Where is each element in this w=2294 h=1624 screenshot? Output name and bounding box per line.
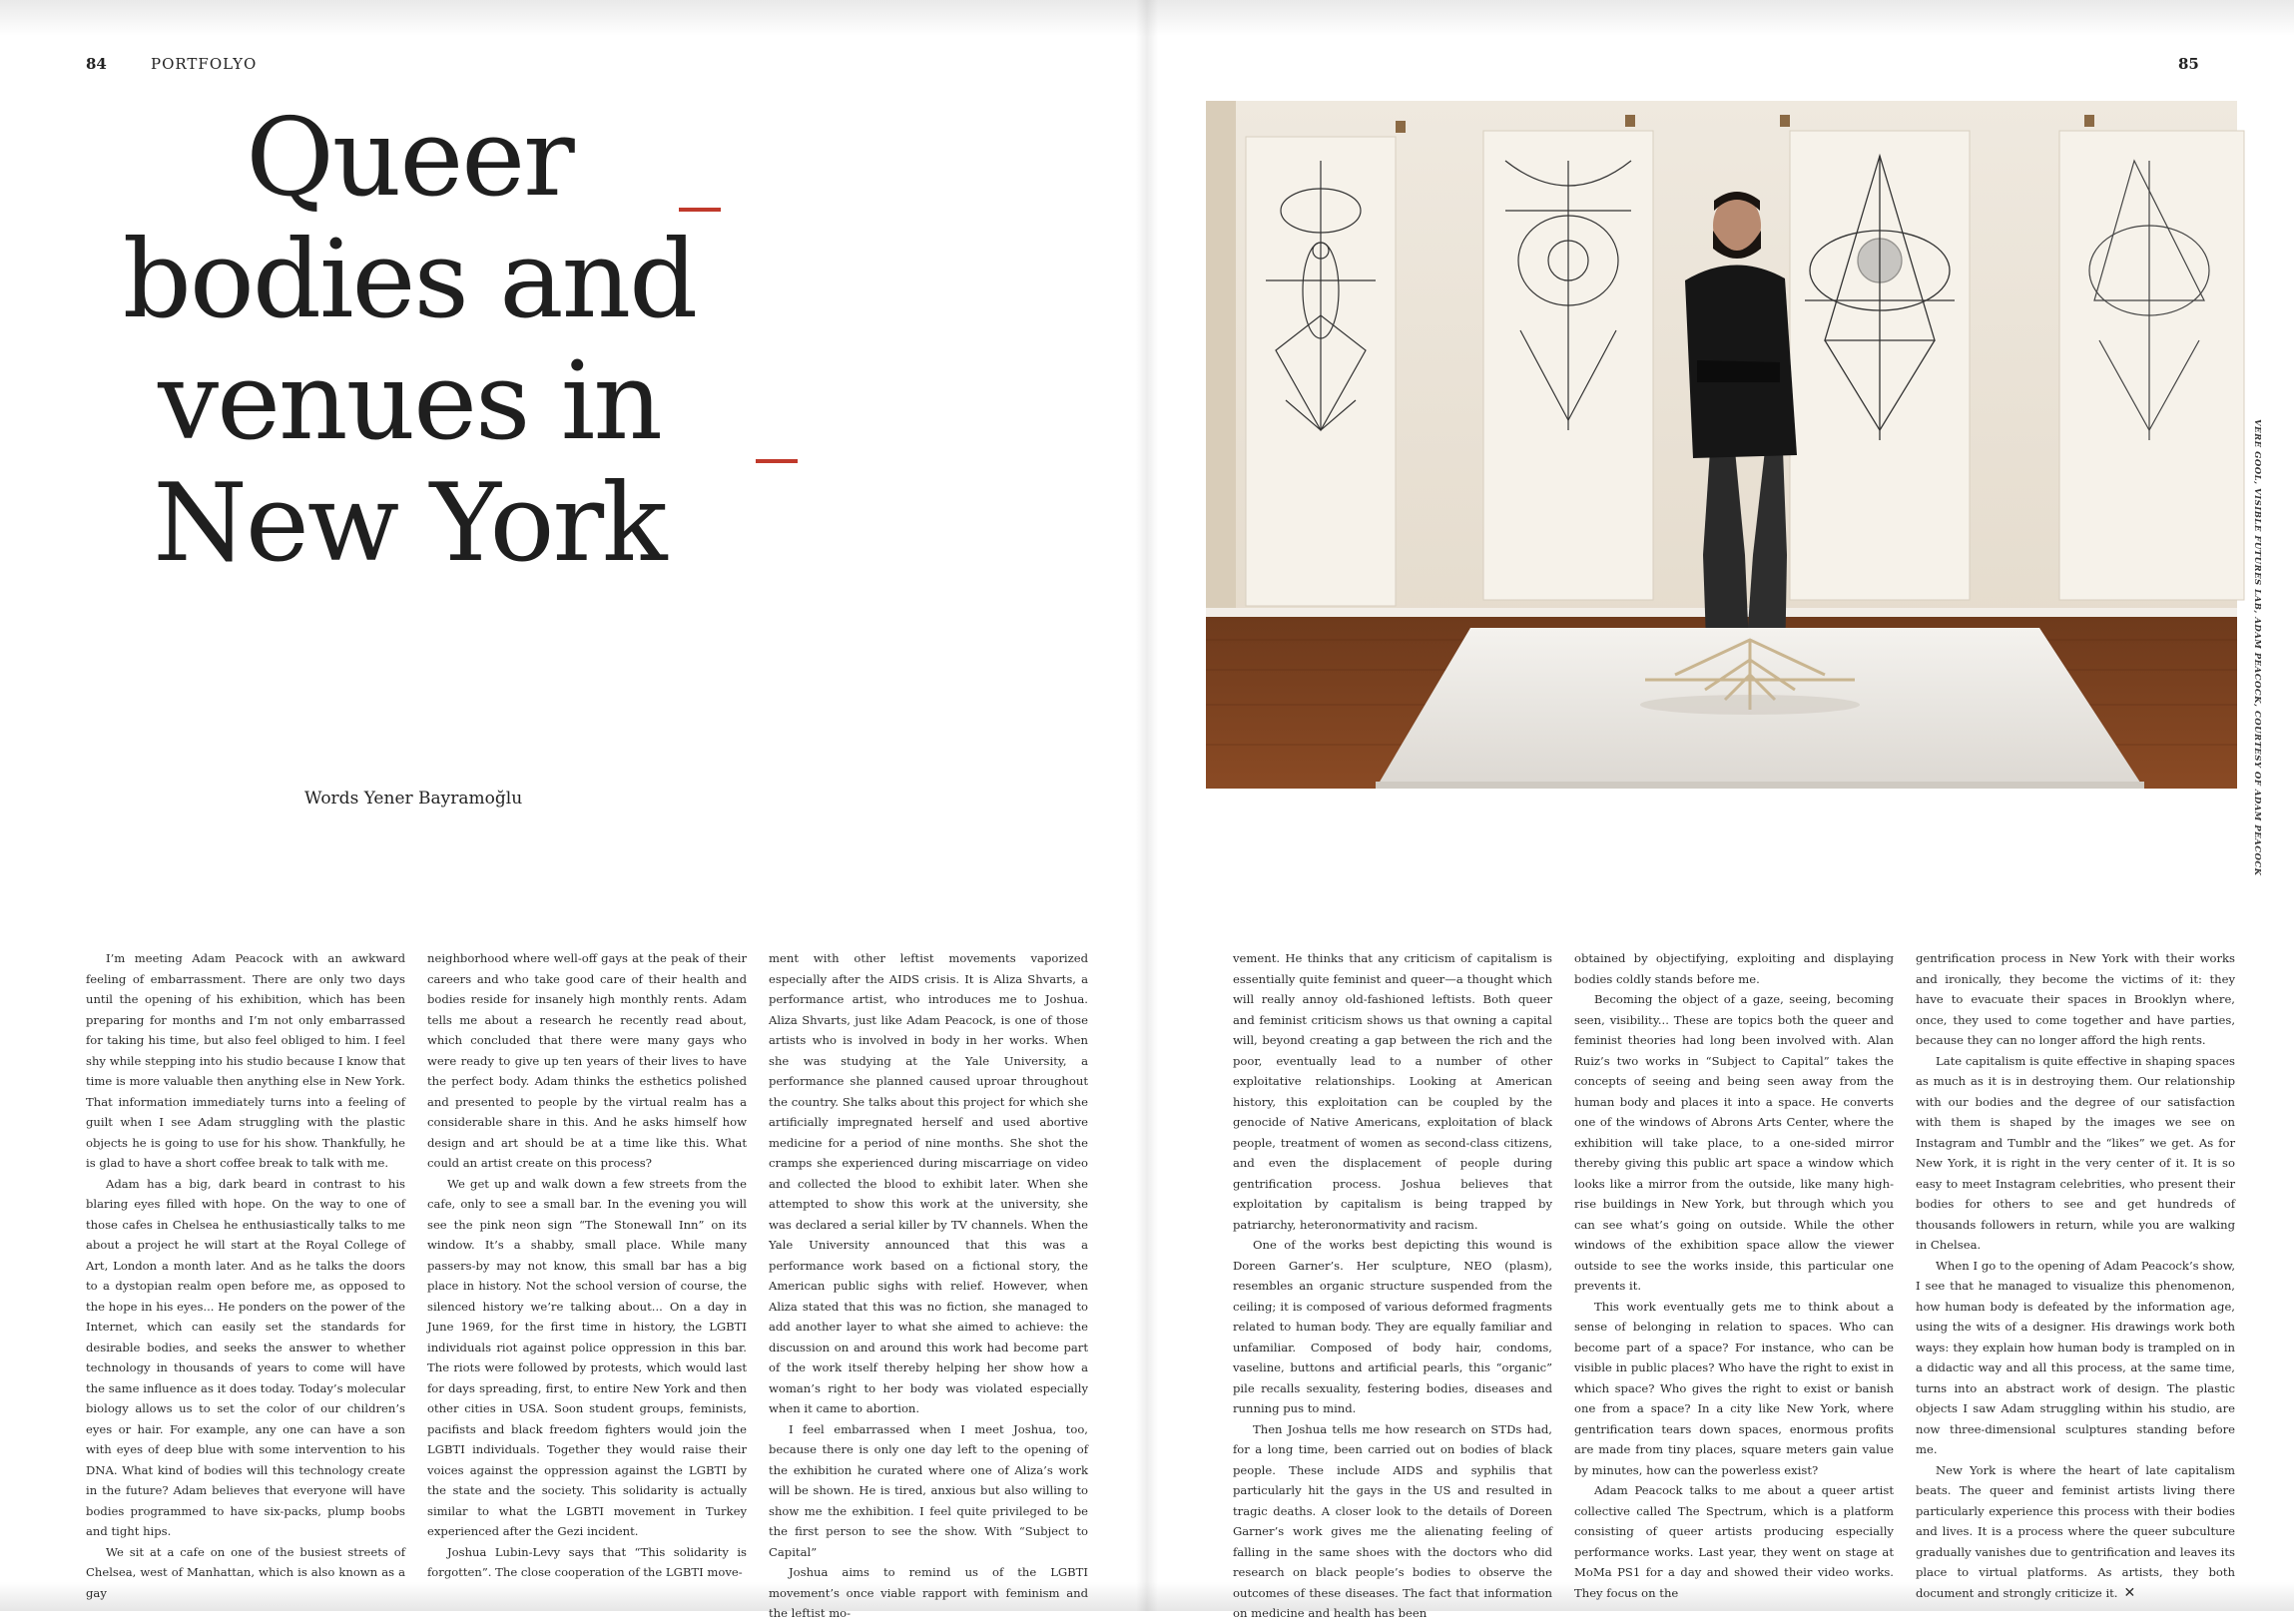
body-paragraph: We get up and walk down a few streets from the cafe, only to see a small bar. In the evening you will see the pink neon sign “The Stonewall Inn” on its window. It’s a shabby, small place. While many passers-by may not know, this small bar has a big place in history. Not the school version of course, the silenced history we’re talking about... On a day in June 1969, for the first time in history, the LGBTI individuals riot against police oppression in this bar. The riots were followed by protests, which would last for days spreading, first, to entire New York and then other cities in USA. Soon student groups, feminists, pacifists and black freedom fighters would join the LGBTI individuals. Together they would raise their voices against the oppression against the LGBTI by the state and the society. This solidarity is actually similar to what the LGBTI movement in Turkey experienced after the Gezi incident.	[427, 1176, 747, 1538]
title-line: Queer	[246, 96, 573, 221]
body-column-5	[1574, 948, 1894, 1600]
body-column-6	[1916, 948, 2235, 1601]
body-paragraph: Adam Peacock talks to me about a queer artist collective called The Spectrum, which is a platform consisting of queer artists producing especially performance works. Last year, they went on stage at MoMa PS1 for a day and showed their video works. They focus on the	[1574, 1483, 1894, 1600]
end-mark-icon: ✕	[2123, 1584, 2136, 1601]
title-line: venues in	[158, 339, 661, 464]
body-paragraph: This work eventually gets me to think about a sense of belonging in relation to spaces. Who can become part of a space? For instance, who can be visible in public places? Who have the right to exist in which space? Who gives the right to exist or banish one from a space? In a city like New York, where gentrification tears down spaces, enormous profits are made from tiny places, square meters gain value by minutes, how can the powerless exist?	[1574, 1299, 1894, 1477]
body-paragraph: vement. He thinks that any criticism of capitalism is essentially quite feminist and queer—a thought which will really annoy old-fashioned leftists. Both queer and feminist criticism shows us that owning a capital will, beyond creating a gap between the rich and the poor, eventually lead to a number of other exploitative relationships. Looking at American history, this exploitation can be coupled by the genocide of Native Americans, exploitation of black people, treatment of women as second-class citizens, and even the displacement of people during gentrification process. Joshua believes that exploitation by capitalism is being trapped by patriarchy, heteronormativity and racism.	[1233, 951, 1552, 1232]
body-paragraph: Becoming the object of a gaze, seeing, becoming seen, visibility... These are topics both the queer and feminist theories had long been involved with. Alan Ruiz’s two works in “Subject to Capital” takes the concepts of seeing and being seen away from the human body and places it into a space. He converts one of the windows of Abrons Arts Center, where the exhibition will take place, to a one-sided mirror thereby giving this public art space a window which looks like a mirror from the outside, like many high-rise buildings in New York, but through which you can see what’s going on outside. While the other windows of the exhibition space allow the viewer outside to see the works inside, this particular one prevents it.	[1574, 992, 1894, 1293]
title-line: bodies and	[122, 218, 697, 342]
body-paragraph: I’m meeting Adam Peacock with an awkward feeling of embarrassment. There are only two days until the opening of his exhibition, which has been preparing for months and I’m not only embarrassed for taking his time, but also feel obliged to him. I feel shy while stepping into his studio because I know that time is more valuable then anything else in New York. That information immediately turns into a feeling of guilt when I see Adam struggling with the plastic objects he is going to use for his show. Thankfully, he is glad to have a short coffee break to talk with me.	[86, 951, 405, 1170]
title-accent-dash	[679, 208, 721, 212]
body-paragraph: obtained by objectifying, exploiting and displaying bodies coldly stands before me.	[1574, 951, 1894, 986]
photo-credit: VERE GOOL, VISIBLE FUTURES LAB, ADAM PEACOCK, COURTESY OF ADAM PEACOCK	[2252, 419, 2262, 876]
body-paragraph: One of the works best depicting this wound is Doreen Garner’s. Her sculpture, NEO (plasm), resembles an organic structure suspended from the ceiling; it is composed of various deformed fragments related to human body. They are equally familiar and unfamiliar. Composed of body hair, condoms, vaseline, buttons and artificial pearls, this “organic” pile recalls sexuality, festering bodies, diseases and running pus to mind.	[1233, 1238, 1552, 1415]
body-paragraph: Then Joshua tells me how research on STDs had, for a long time, been carried out on bodies of black people. These include AIDS and syphilis that particularly hit the gays in the US and resulted in tragic deaths. A closer look to the details of Doreen Garner’s work gives me the alienating feeling of falling in the same shoes with the doctors who did research on black people’s bodies to observe the outcomes of these diseases. The fact that information on medicine and health has been	[1233, 1421, 1552, 1620]
section-name: PORTFOLYO	[151, 55, 258, 73]
body-paragraph: When I go to the opening of Adam Peacock’s show, I see that he managed to visualize this phenomenon, how human body is defeated by the information age, using the wits of a designer. His drawings work both ways: they explain how human body is trampled on in a didactic way and all this process, at the same time, turns into an abstract work of design. The plastic objects I saw Adam struggling within his studio, are now three-dimensional sculptures standing before me.	[1916, 1258, 2235, 1456]
right-page-number: 85	[2178, 55, 2199, 73]
exhibition-photo	[1206, 101, 2237, 789]
body-column-2	[427, 948, 747, 1579]
body-paragraph: New York is where the heart of late capitalism beats. The queer and feminist artists living there particularly experience this process with their bodies and lives. It is a process where the queer subculture gradually vanishes due to gentrification and leaves its place to virtual platforms. As artists, they both document and strongly criticize it. ✕	[1916, 1462, 2235, 1601]
byline: Words Yener Bayramoğlu	[304, 789, 523, 809]
article-title	[100, 98, 719, 585]
body-paragraph: neighborhood where well-off gays at the peak of their careers and who take good care of their health and bodies reside for insanely high monthly rents. Adam tells me about a research he recently read about, which concluded that there were many gays who were ready to give up ten years of their lives to have the perfect body. Adam thinks the esthetics polished and presented to people by the virtual realm has a considerable share in this. And he asks himself how design and art should be at a time like this. What could an artist create on this process?	[427, 951, 747, 1170]
page-gutter	[1136, 0, 1158, 1611]
body-paragraph: I feel embarrassed when I meet Joshua, too, because there is only one day left to the opening of the exhibition he curated where one of Aliza’s work will be shown. He is tired, anxious but also willing to show me the exhibition. I feel quite privileged to be the first person to see the show. With “Subject to Capital”	[769, 1421, 1088, 1559]
title-line: New York	[153, 461, 666, 586]
body-paragraph: Adam has a big, dark beard in contrast to his blaring eyes filled with hope. On the way to one of those cafes in Chelsea he enthusiastically talks to me about a project he will start at the Royal College of Art, London a month later. And as he talks the doors to a dystopian realm open before me, as opposed to the hope in his eyes... He ponders on the power of the Internet, which can easily set the standards for desirable bodies, and seeks the answer to whether technology in thousands of years to come will have the same influence as it does today. Today’s molecular biology allows us to set the color of our children’s eyes or hair. For example, any one can have a son with eyes of deep blue with some intervention to his DNA. What kind of bodies will this technology create in the future? Adam believes that everyone will have bodies programmed to have six-packs, plump boobs and tight hips.	[86, 1176, 405, 1538]
body-paragraph: gentrification process in New York with their works and ironically, they become the victims of it: they have to evacuate their spaces in Brooklyn where, once, they used to come together and have parties, because they can no longer afford the high rents.	[1916, 951, 2235, 1047]
title-accent-dash	[756, 459, 798, 463]
body-column-1	[86, 948, 405, 1600]
body-paragraph: We sit at a cafe on one of the busiest streets of Chelsea, west of Manhattan, which is also known as a gay	[86, 1544, 405, 1600]
body-column-4	[1233, 948, 1552, 1620]
left-page-number: 84	[86, 55, 107, 73]
body-paragraph: ment with other leftist movements vaporized especially after the AIDS crisis. It is Aliza Shvarts, a performance artist, who introduces me to Joshua. Aliza Shvarts, just like Adam Peacock, is one of those artists who is involved in body in her works. When she was studying at the Yale University, a performance she planned caused uproar throughout the country. She talks about this project for which she artificially impregnated herself and used abortive medicine for a period of nine months. She shot the cramps she experienced during miscarriage on video and collected the blood to exhibit later. When she attempted to show this work at the university, she was declared a serial killer by TV channels. When the Yale University announced that this was a performance work based on a fictional story, the American public sighs with relief. However, when Aliza stated that this was no fiction, she managed to add another layer to what she aimed to achieve: the discussion on and around this work had become part of the work itself thereby helping her show how a woman’s right to her body was violated especially when it came to abortion.	[769, 951, 1088, 1415]
body-column-3	[769, 948, 1088, 1620]
body-paragraph: Joshua aims to remind us of the LGBTI movement’s once viable rapport with feminism and the leftist mo-	[769, 1565, 1088, 1620]
body-paragraph: Joshua Lubin-Levy says that “This solidarity is forgotten”. The close cooperation of the LGBTI move-	[427, 1544, 747, 1579]
body-paragraph: Late capitalism is quite effective in shaping spaces as much as it is in destroying them. Our relationship with our bodies and the degree of our satisfaction with them is shaped by the images we see on Instagram and Tumblr and the “likes” we get. As for New York, it is right in the very center of it. It is so easy to meet Instagram celebrities, who present their bodies for others to see and get hundreds of thousands followers in return, while you are walking in Chelsea.	[1916, 1053, 2235, 1252]
